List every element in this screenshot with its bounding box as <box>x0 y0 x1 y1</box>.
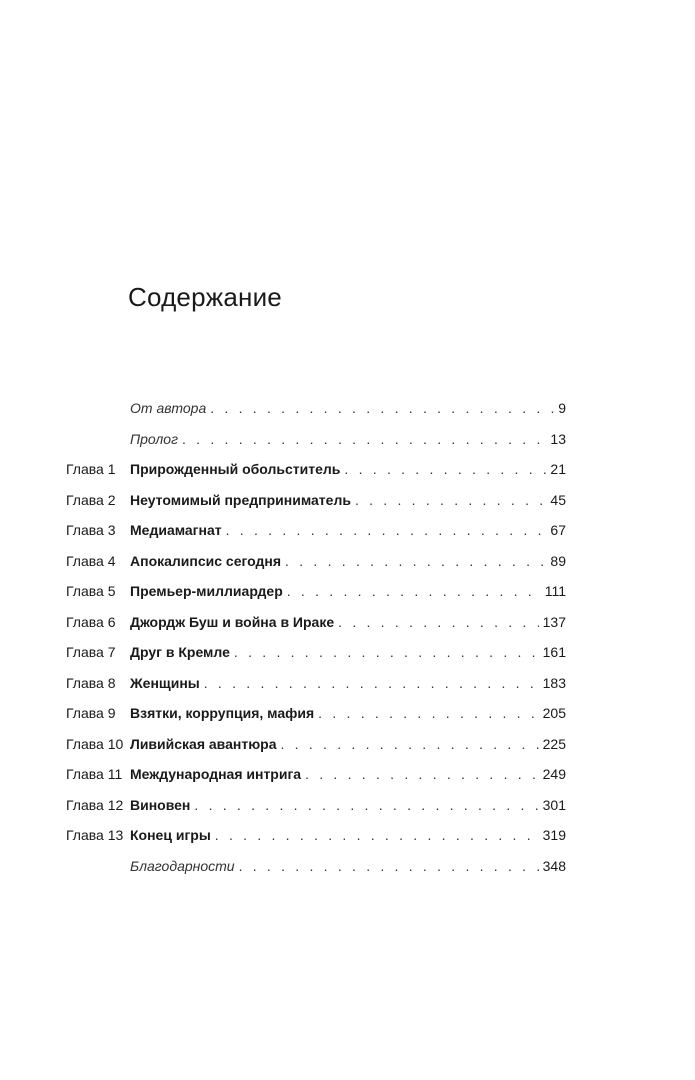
entry-title: От автора <box>130 400 207 416</box>
table-of-contents <box>66 400 566 888</box>
dot-leader <box>204 675 539 692</box>
dot-leader <box>338 614 539 631</box>
toc-entry <box>66 705 566 736</box>
chapter-number: Глава 13 <box>66 827 124 843</box>
toc-entry <box>66 644 566 675</box>
page-number: 13 <box>550 430 566 447</box>
entry-title: Виновен <box>130 796 191 813</box>
dot-leader <box>305 766 539 783</box>
toc-entry <box>66 827 566 858</box>
toc-entry <box>66 461 566 492</box>
dot-leader <box>318 705 538 722</box>
entry-title: Международная интрига <box>130 766 302 782</box>
chapter-number: Глава 12 <box>66 796 124 813</box>
entry-title: Женщины <box>130 674 200 691</box>
entry-title: Ливийская авантюра <box>130 735 277 752</box>
entry-title: Медиамагнат <box>130 522 222 538</box>
toc-entry <box>66 492 566 523</box>
dot-leader <box>210 400 554 417</box>
page-number: 67 <box>550 522 566 538</box>
toc-entry <box>66 858 566 889</box>
chapter-number: Глава 6 <box>66 613 116 630</box>
dot-leader <box>287 583 541 600</box>
chapter-number: Глава 1 <box>66 461 116 477</box>
chapter-number: Глава 5 <box>66 583 116 599</box>
dot-leader <box>281 736 539 753</box>
toc-entry <box>66 675 566 706</box>
page-number: 205 <box>542 705 566 721</box>
toc-entry <box>66 614 566 645</box>
page-number: 319 <box>542 827 566 843</box>
page-number: 225 <box>542 735 566 752</box>
entry-title: Взятки, коррупция, мафия <box>130 705 315 721</box>
chapter-number: Глава 4 <box>66 552 116 569</box>
chapter-number: Глава 10 <box>66 735 124 752</box>
toc-entry <box>66 431 566 462</box>
toc-entry <box>66 797 566 828</box>
page-number: 89 <box>550 552 566 569</box>
chapter-number: Глава 2 <box>66 491 116 508</box>
page-number: 249 <box>542 766 566 782</box>
entry-title: Друг в Кремле <box>130 644 230 660</box>
toc-entry <box>66 766 566 797</box>
dot-leader <box>194 797 538 814</box>
entry-title: Благодарности <box>130 857 235 874</box>
dot-leader <box>226 522 547 539</box>
page-number: 183 <box>542 674 566 691</box>
page-number: 301 <box>542 796 566 813</box>
entry-title: Неутомимый предприниматель <box>130 491 351 508</box>
chapter-number: Глава 3 <box>66 522 116 538</box>
page-title: Содержание <box>128 282 282 312</box>
page-number: 137 <box>542 613 566 630</box>
entry-title: Премьер-миллиардер <box>130 583 283 599</box>
page-number: 348 <box>542 857 566 874</box>
dot-leader <box>355 492 546 509</box>
entry-title: Прирожденный обольститель <box>130 461 341 477</box>
page-number: 21 <box>550 461 566 477</box>
entry-title: Апокалипсис сегодня <box>130 552 282 569</box>
dot-leader <box>215 827 539 844</box>
chapter-number: Глава 9 <box>66 705 116 721</box>
toc-entry <box>66 553 566 584</box>
entry-title: Конец игры <box>130 827 211 843</box>
page-number: 161 <box>542 644 566 660</box>
dot-leader <box>285 553 546 570</box>
toc-entry <box>66 583 566 614</box>
toc-entry <box>66 522 566 553</box>
dot-leader <box>344 461 546 478</box>
toc-entry <box>66 736 566 767</box>
page-number: 111 <box>544 583 566 599</box>
chapter-number: Глава 8 <box>66 674 116 691</box>
entry-title: Пролог <box>130 430 178 447</box>
dot-leader <box>234 644 539 661</box>
toc-entry <box>66 400 566 431</box>
dot-leader <box>182 431 546 448</box>
entry-title: Джордж Буш и война в Ираке <box>130 613 335 630</box>
chapter-number: Глава 7 <box>66 644 116 660</box>
page-number: 45 <box>550 491 566 508</box>
chapter-number: Глава 11 <box>66 766 123 782</box>
dot-leader <box>239 858 539 875</box>
page-number: 9 <box>558 400 566 416</box>
